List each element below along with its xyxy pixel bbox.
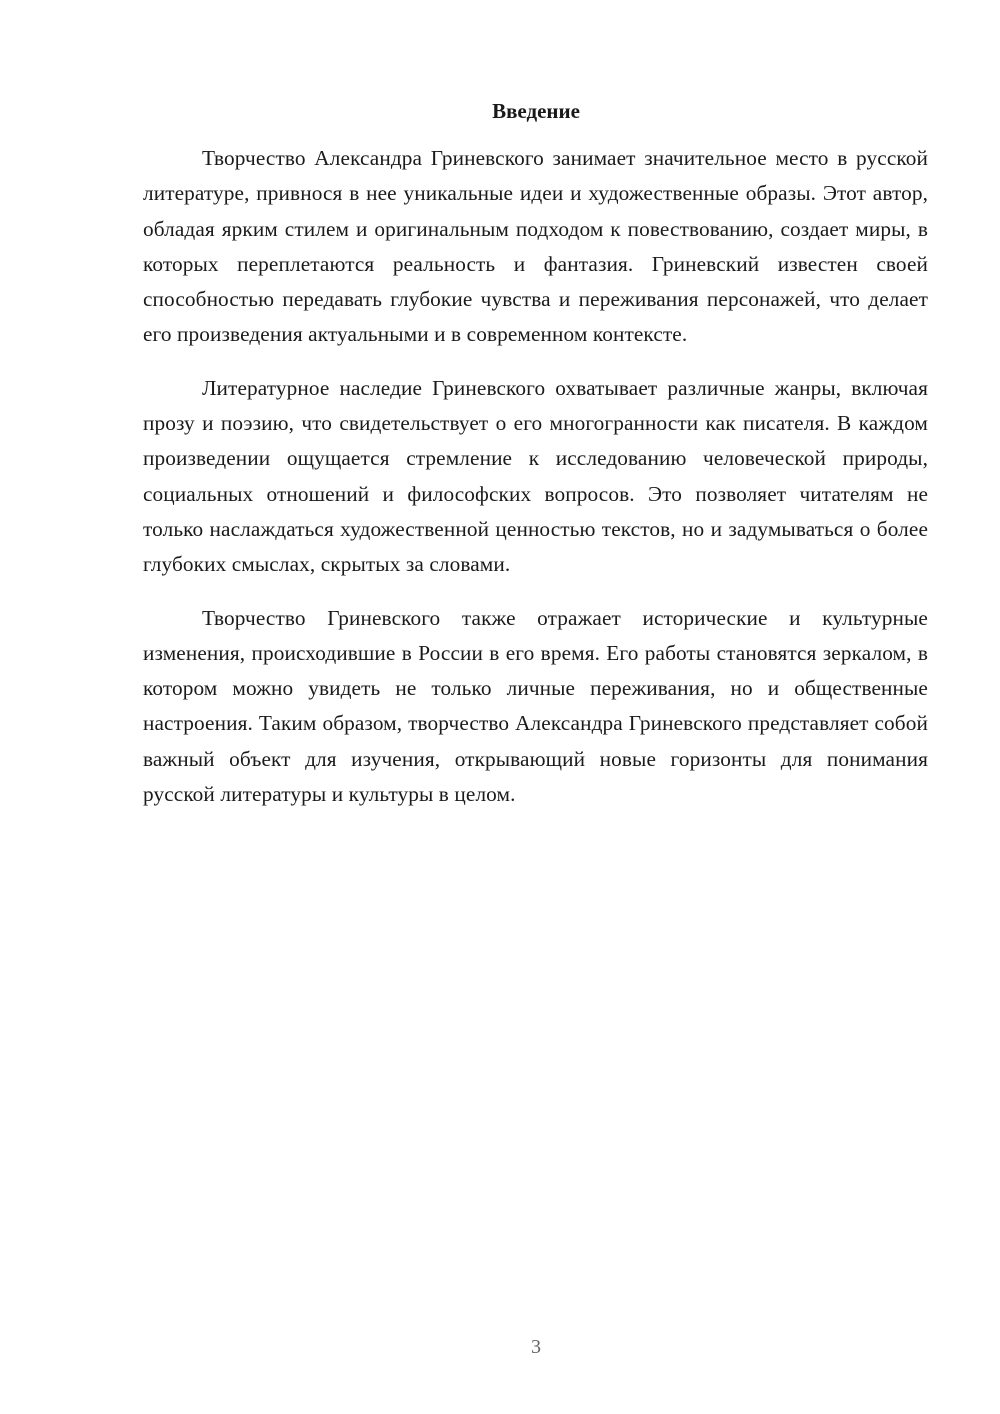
paragraph-2: Литературное наследие Гриневского охватывает различные жанры, включая прозу и поэзию, что свидетельствует о его многогранности как писателя. В каждом произведении ощущается стремление к исследованию человеческой природы, социальных отношений и философских вопросов. Это позволяет читателям не только наслаждаться художественной ценностью текстов, но и задумываться о более глубоких смыслах, скрытых за словами.: [143, 375, 928, 577]
paragraph-3: Творчество Гриневского также отражает исторические и культурные изменения, происходившие в России в его время. Его работы становятся зеркалом, в котором можно увидеть не только личные переживания, но и общественные настроения. Таким образом, творчество Александра Гриневского представляет собой важный объект для изучения, открывающий новые горизонты для понимания русской литературы и культуры в целом.: [143, 605, 928, 807]
body-text: [143, 141, 928, 830]
page-number: 3: [531, 1336, 541, 1358]
section-title: Введение: [492, 99, 580, 123]
paragraph-1: Творчество Александра Гриневского занимает значительное место в русской литературе, привнося в нее уникальные идеи и художественные образы. Этот автор, обладая ярким стилем и оригинальным подходом к повествованию, создает миры, в которых переплетаются реальность и фантазия. Гриневский известен своей способностью передавать глубокие чувства и переживания персонажей, что делает его произведения актуальными и в современном контексте.: [143, 146, 928, 347]
